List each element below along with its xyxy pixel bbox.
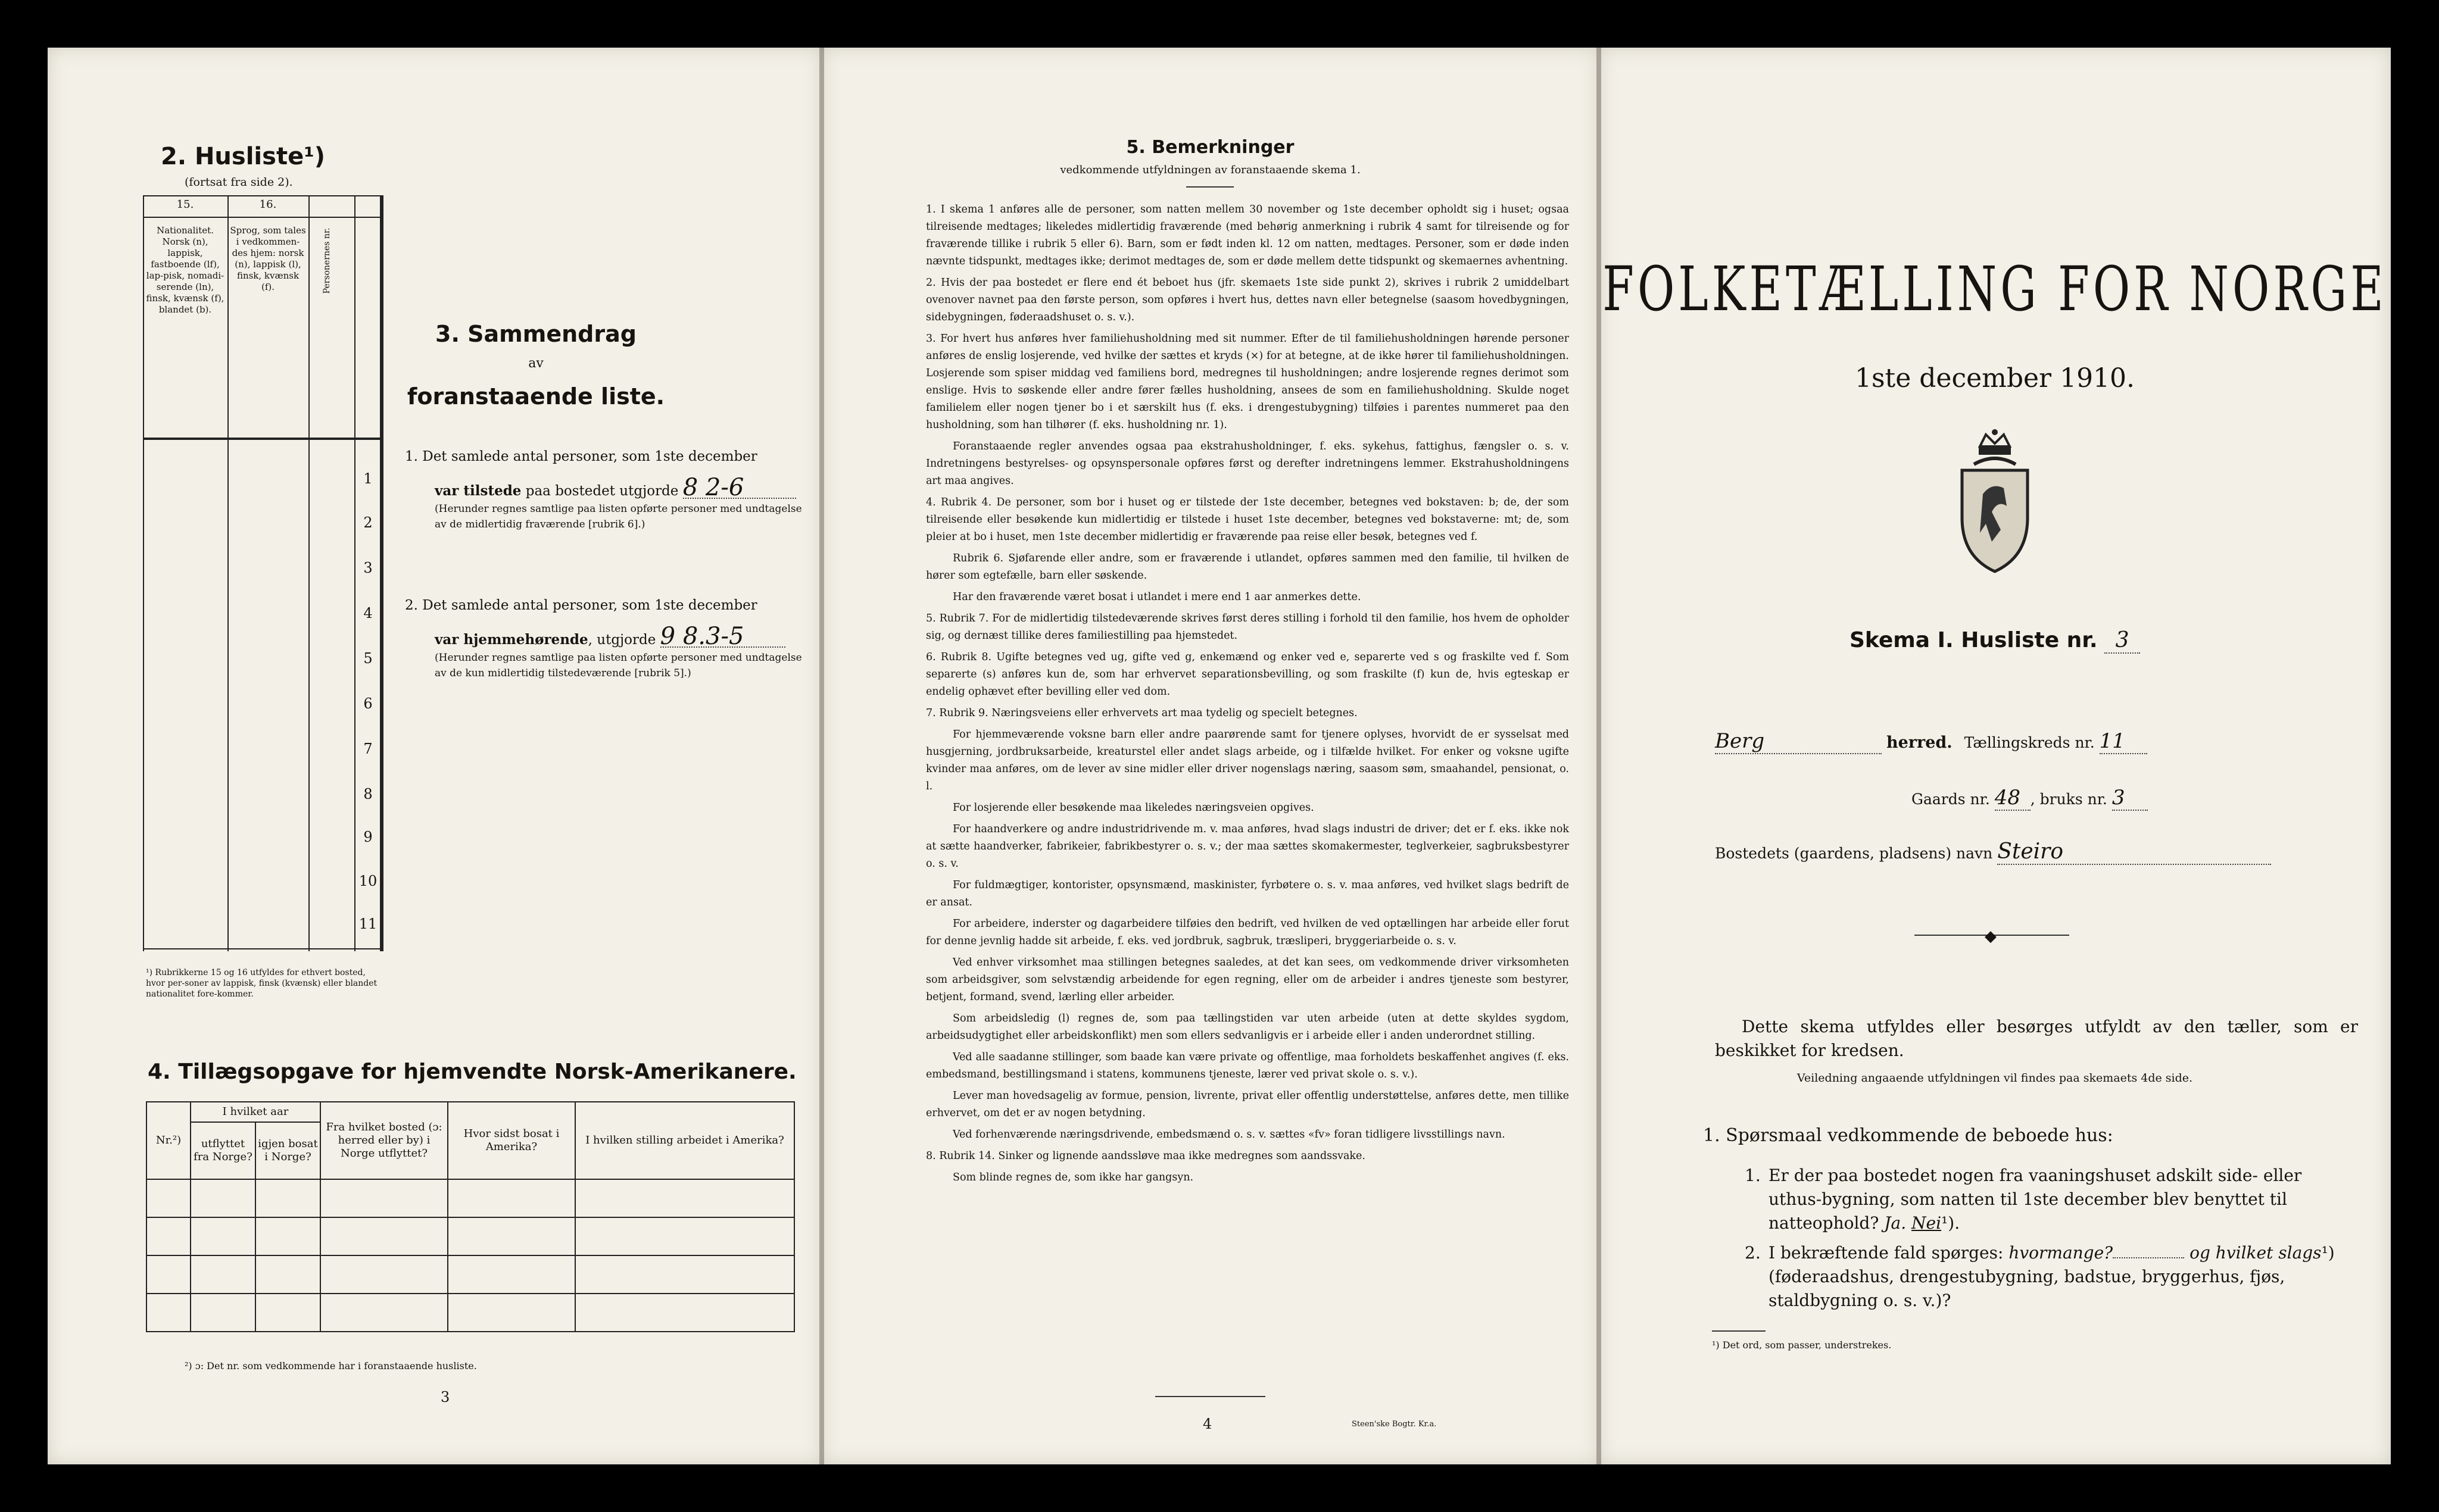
bemerkninger-text	[926, 201, 1569, 1191]
printer-mark: Steen'ske Bogtr. Kr.a.	[1352, 1420, 1437, 1429]
husliste-subtitle: (fortsat fra side 2).	[185, 176, 293, 189]
hjemmehorende-value: 9 8.3-5	[660, 626, 785, 648]
answer-nei: Nei	[1911, 1213, 1942, 1233]
col-utflyttet: utflyttet fra Norge?	[191, 1122, 255, 1179]
row-number: 2	[363, 514, 373, 531]
remark-paragraph: Ved alle saadanne stillinger, som baade kan være private og offentlige, maa forholdets beskaffenhet angives (f. eks. embedsmand, bestillingsmand i statens, kommunens tjeneste, lærer ved privat skole o. s. v.).	[926, 1051, 1569, 1080]
sammendrag-item-2: 2. Det samlede antal personer, som 1ste december var hjemmehørende, utgjorde 9 8.3-5 (Herunder regnes samtlige paa listen opførte personer med undtagelse av de kun midlertidig tilstedeværende [rubrik 5].)	[405, 598, 802, 679]
col15-number: 15.	[176, 198, 194, 211]
row-number: 7	[363, 741, 373, 757]
gaards-line: Gaards nr. 48 , bruks nr. 3	[1911, 786, 2148, 811]
skema-line: Skema I. Husliste nr. 3	[1599, 628, 2391, 654]
remark-paragraph: 6. Rubrik 8. Ugifte betegnes ved ug, gifte ved g, enkemænd og enker ved e, separerte ved s og fraskilte ved f. Som separerte (s) anføres kun de, som har erhvervet separationsbevilling, og som fraskilte (f) kun de, hvis egteskap er endelig ophævet efter bevilling eller ved dom.	[926, 651, 1569, 698]
page-right	[1599, 48, 2391, 1464]
remark-paragraph: Lever man hovedsagelig av formue, pension, livrente, privat eller offentlig understøttelse, anføres dette, men tillike erhvervet, om det er av nogen betydning.	[926, 1090, 1569, 1119]
bruks-value: 3	[2112, 786, 2148, 811]
row-number: 11	[358, 916, 378, 932]
row-number: 1	[363, 470, 373, 487]
remark-paragraph: Har den fraværende været bosat i utlandet i mere end 1 aar anmerkes dette.	[953, 591, 1361, 603]
remark-paragraph: For hjemmeværende voksne barn eller andre paarørende samt for tjenere oplyses, hvorvidt de er sysselsat med husgjerning, jordbruksarbeide, kreaturstel eller andet slags arbeide, og i tilfælde hvilket. For enker og voksne ugifte kvinder maa anføres, om de lever av sine midler eller driver nogenslags næring, saasom søm, smaahandel, pensionat, o. l.	[926, 729, 1569, 792]
remark-paragraph: 8. Rubrik 14. Sinker og lignende aandssløve maa ikke medregnes som aandssvake.	[926, 1150, 1365, 1162]
sammendrag-av: av	[528, 356, 544, 371]
col-personernes-nr: Personernes nr.	[322, 227, 332, 294]
remark-paragraph: For arbeidere, inderster og dagarbeidere tilføies den bedrift, ved hvilken de ved optællingen har arbeide eller forut for denne jevnlig hadde sit arbeide, f. eks. ved jordbruk, sagbruk, træsliperi, bryggeriarbeide o. s. v.	[926, 918, 1569, 947]
remark-paragraph: 2. Hvis der paa bostedet er flere end ét beboet hus (jfr. skemaets 1ste side punkt 2), skrives i rubrik 2 umiddelbart ovenover navnet paa den første person, som opføres i hvert hus, dettes navn eller betegnelse (saasom hovedbygningen, sidebygningen, føderaadshuset o. s. v.).	[926, 277, 1569, 323]
row-number: 5	[363, 650, 373, 667]
census-date: 1ste december 1910.	[1854, 363, 2135, 393]
col-year: I hvilket aar	[191, 1102, 320, 1122]
row-number: 4	[363, 605, 373, 621]
footnote: ¹) Det ord, som passer, understrekes.	[1712, 1339, 1892, 1351]
remark-paragraph: Rubrik 6. Sjøfarende eller andre, som er fraværende i utlandet, opføres sammen med den familie, til hvilken de hører som egtefælle, barn eller søskende.	[926, 552, 1569, 582]
husliste-footnote: ¹) Rubrikkerne 15 og 16 utfyldes for ethvert bosted, hvor per-soner av lappisk, finsk (kvænsk) eller blandet nationalitet fore-kommer.	[146, 968, 378, 999]
row-number: 3	[363, 560, 373, 576]
husliste-number: 3	[2104, 628, 2140, 654]
col-stilling: I hvilken stilling arbeidet i Amerika?	[575, 1102, 794, 1179]
remark-paragraph: 3. For hvert hus anføres hver familiehusholdning med sit nummer. Efter de til familiehusholdningen hørende personer anføres de enslig losjerende, ved hvilke der sættes et kryds (×) for at betegne, at de ikke hører til familiehusholdningen. Losjerende som spiser middag ved familiens bord, medregnes til husholdningen; andre losjerende regnes derimot som enslige. Hvis to søskende eller andre fører fælles husholdning, ansees de som en familiehusholdning. Skulde noget familielem eller nogen tjener bo i et særskilt hus (f. eks. i drengestubygning) tilføies i parentes nummeret paa den husholdning, som han tilhører (f. eks. husholdning nr. 1).	[926, 333, 1569, 431]
row-number: 10	[358, 873, 378, 889]
col-fra: Fra hvilket bosted (ɔ: herred eller by) i Norge utflyttet?	[320, 1102, 448, 1179]
remark-paragraph: 4. Rubrik 4. De personer, som bor i huset og er tilstede der 1ste december, betegnes ved bokstaven: b; de, der som tilreisende eller besøkende kun midlertidig er tilstede i huset 1ste december, betegnes ved bokstaverne: mt; de, som pleier at bo i huset, men 1ste december midlertidig er fraværende paa reise eller besøk, betegnes ved f.	[926, 496, 1569, 543]
col15-header: Nationalitet. Norsk (n), lappisk, fastboende (lf), lap-pisk, nomadi-serende (ln), finsk, kvænsk (f), blandet (b).	[146, 225, 224, 315]
census-title: FOLKETÆLLING FOR NORGE	[1602, 253, 2387, 325]
question-1: 1. Er der paa bostedet nogen fra vaaningshuset adskilt side- eller uthus-bygning, som natten til 1ste december blev benyttet til natteophold? Ja. Nei¹).	[1745, 1166, 2302, 1233]
page-left	[48, 48, 822, 1464]
col-sidst: Hvor sidst bosat i Amerika?	[448, 1102, 575, 1179]
col-igjen: igjen bosat i Norge?	[255, 1122, 320, 1179]
bemerkninger-subtitle: vedkommende utfyldningen av foranstaaende skema 1.	[1060, 164, 1361, 176]
question-heading: 1. Spørsmaal vedkommende de beboede hus:	[1703, 1125, 2113, 1146]
page-middle	[822, 48, 1599, 1464]
remark-paragraph: For haandverkere og andre industridrivende m. v. maa anføres, hvad slags industri de driver; det er f. eks. ikke nok at sætte haandverker, fabrikeier, fabrikbestyrer o. s. v.; der maa sættes skomakermester, teglverkeier, sagbruksbestyrer o. s. v.	[926, 823, 1569, 870]
sammendrag-heading-rest: foranstaaende liste.	[407, 383, 665, 410]
col-nr: Nr.²)	[146, 1102, 191, 1179]
ornament-icon: ◆	[1985, 927, 1997, 945]
page-number: 4	[1203, 1416, 1212, 1432]
remark-paragraph: Som arbeidsledig (l) regnes de, som paa tællingstiden var uten arbeide (uten at dette skyldes sygdom, arbeidsudygtighet eller arbeidskonflikt) men som ellers sedvanligvis er i arbeide eller i anden underordnet stilling.	[926, 1013, 1569, 1042]
tilstede-value: 8 2-6	[683, 477, 796, 499]
remark-paragraph: For fuldmægtiger, kontorister, opsynsmænd, maskinister, fyrbøtere o. s. v. maa anføres, ved hvilket slags bedrift de er ansat.	[926, 879, 1569, 908]
herred-value: Berg	[1715, 729, 1882, 754]
remark-paragraph: For losjerende eller besøkende maa likeledes næringsveien opgives.	[953, 802, 1314, 814]
remark-paragraph: 7. Rubrik 9. Næringsveiens eller erhvervets art maa tydelig og specielt betegnes.	[926, 707, 1358, 719]
husliste-table	[143, 195, 381, 951]
tillaeg-title: 4. Tillægsopgave for hjemvendte Norsk-Amerikanere.	[148, 1060, 797, 1084]
col16-number: 16.	[259, 198, 277, 211]
question-2: 2. I bekræftende fald spørges: hvormange? og hvilket slags¹) (føderaadshus, drengestubygning, badstue, bryggerhus, fjøs, staldbygning o. s. v.)?	[1745, 1243, 2335, 1310]
col16-header: Sprog, som tales i vedkommen-des hjem: norsk (n), lappisk (l), finsk, kvænsk (f).	[230, 225, 306, 292]
tillaeg-footnote: ²) ɔ: Det nr. som vedkommende har i foranstaaende husliste.	[185, 1360, 477, 1372]
gaards-value: 48	[1995, 786, 2031, 811]
remark-paragraph: Ved forhenværende næringsdrivende, embedsmænd o. s. v. sættes «fv» foran tidligere livsstillings navn.	[953, 1129, 1505, 1141]
page-number: 3	[441, 1389, 450, 1405]
row-number: 6	[363, 695, 373, 712]
row-number: 9	[363, 829, 373, 845]
remark-paragraph: 1. I skema 1 anføres alle de personer, som natten mellem 30 november og 1ste december opholdt sig i huset; ogsaa tilreisende medtages; likeledes midlertidig fraværende (med behørig anmerkning i rubrik 4 samt for tilreisende og for fraværende tillike i rubrik 5 eller 6). Barn, som er født inden kl. 12 om natten, medtages. Personer, som er døde inden nævnte tidspunkt, medtages ikke; derimot medtages de, som er døde mellem dette tidspunkt og skemaernes avhentning.	[926, 204, 1569, 267]
remark-paragraph: 5. Rubrik 7. For de midlertidig tilstedeværende skrives først deres stilling i forhold til den familie, hos hvem de opholder sig, og dernæst tillike deres familiestilling paa hjemstedet.	[926, 613, 1569, 642]
husliste-title: 2. Husliste¹)	[161, 143, 325, 170]
sammendrag-item-1: 1. Det samlede antal personer, som 1ste december var tilstede paa bostedet utgjorde 8 2-6 (Herunder regnes samtlige paa listen opførte personer med undtagelse av de midlertidig fraværende [rubrik 6].)	[405, 449, 802, 530]
bemerkninger-title: 5. Bemerkninger	[1126, 137, 1295, 158]
bosted-value: Steiro	[1997, 839, 2271, 865]
remark-paragraph: Ved enhver virksomhet maa stillingen betegnes saaledes, at det kan sees, om vedkommende driver virksomheten som arbeidsgiver, som selvstændig arbeidende for egen regning, eller om de arbeider i andres tjeneste som bestyrer, betjent, formand, svend, lærling eller arbeider.	[926, 957, 1569, 1003]
remark-paragraph: Foranstaaende regler anvendes ogsaa paa ekstrahusholdninger, f. eks. sykehus, fattighus, fængsler o. s. v. Indretningens bestyrelses- og opsynspersonale opføres først og derefter indretningens lemmer. Ekstrahusholdningens art maa angives.	[926, 441, 1569, 487]
sammendrag-heading: 3. Sammendrag	[435, 321, 637, 347]
tillaeg-table	[146, 1101, 795, 1332]
coat-of-arms-icon	[1956, 429, 2033, 580]
kreds-value: 11	[2100, 729, 2147, 754]
intro-text: Dette skema utfyldes eller besørges utfyldt av den tæller, som er beskikket for kredsen.	[1715, 1017, 2358, 1060]
remark-paragraph: Som blinde regnes de, som ikke har gangsyn.	[953, 1172, 1194, 1183]
row-number: 8	[363, 786, 373, 802]
veiledning-text: Veiledning angaaende utfyldningen vil findes paa skemaets 4de side.	[1796, 1071, 2193, 1085]
herred-line: Berg herred. Tællingskreds nr. 11	[1715, 729, 2147, 754]
bosted-line: Bostedets (gaardens, pladsens) navn Steiro	[1715, 839, 2271, 865]
